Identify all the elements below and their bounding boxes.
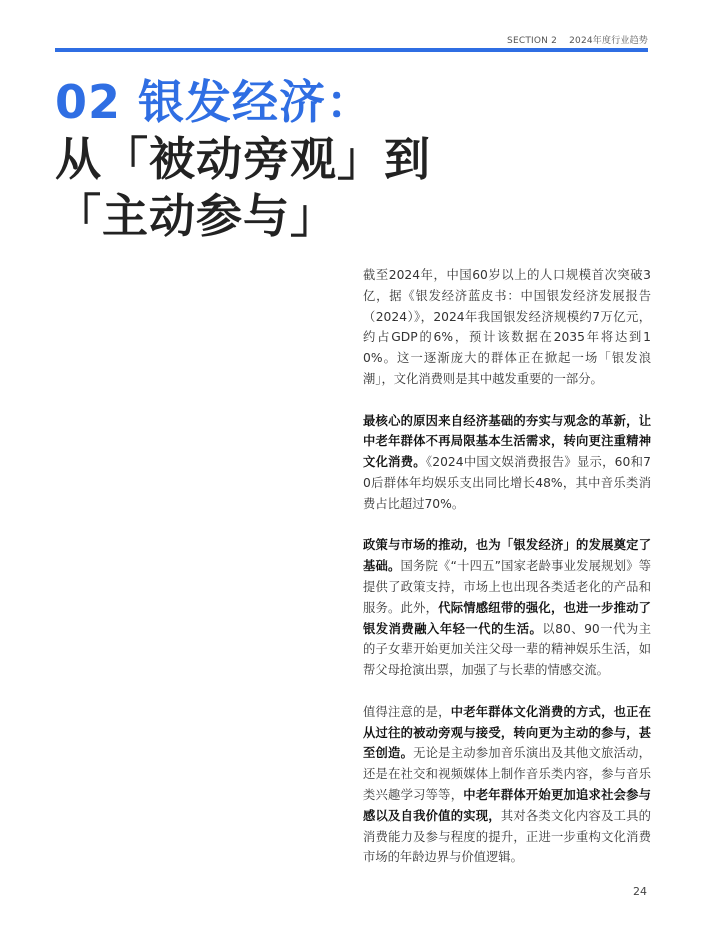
- section-number: 02: [55, 75, 122, 129]
- emphasis-text: 中老年群体开始更加追求社会参与感以及自我价值的实现，: [363, 787, 651, 823]
- paragraph: [363, 535, 651, 681]
- paragraph: [363, 265, 651, 390]
- running-header: [507, 33, 648, 46]
- section-label: SECTION 2: [507, 36, 558, 46]
- body-segment: 《2024中国文娱消费报告》显示，60和70后群体年均娱乐支出同比增长48%，其中音乐类消费占比超过70%。: [363, 455, 651, 511]
- title-line-2: 从「被动旁观」到: [55, 132, 431, 186]
- body-segment: 国务院《“十四五”国家老龄事业发展规划》等提供了政策支持，市场上也出现各类适老化的产品和服务。此外，: [363, 559, 651, 615]
- title-topic: 银发经济：: [138, 75, 374, 129]
- emphasis-text: 最核心的原因来自经济基础的夯实与观念的革新，让中老年群体不再局限基本生活需求，转向更注重精神文化消费。: [363, 413, 651, 470]
- body-segment: 无论是主动参加音乐演出及其他文旅活动，还是在社交和视频媒体上制作音乐类内容，参与音乐类兴趣学习等等，: [363, 746, 651, 802]
- body-segment: 其对各类文化内容及工具的消费能力及参与程度的提升，正进一步重构文化消费市场的年龄边界与价值逻辑。: [363, 808, 651, 865]
- emphasis-text: 代际情感纽带的强化，也进一步推动了银发消费融入年轻一代的生活。: [363, 600, 651, 636]
- page-title: [55, 74, 431, 245]
- title-line-1: [55, 74, 431, 131]
- page-number: 24: [633, 885, 647, 898]
- paragraph: [363, 411, 651, 515]
- body-text: [363, 265, 651, 889]
- body-segment: 以80、90一代为主的子女辈开始更加关注父母一辈的精神娱乐生活，如帮父母抢演出票，加强了与长辈的情感交流。: [363, 621, 651, 678]
- header-subtitle: 2024年度行业趋势: [569, 36, 648, 46]
- body-segment: 截至2024年，中国60岁以上的人口规模首次突破3亿，据《银发经济蓝皮书：中国银发经济发展报告（2024）》，2024年我国银发经济规模约7万亿元，约占GDP的6%，预计该数据在2035年将达到10%。这一逐渐庞大的群体正在掀起一场「银发浪潮」，文化消费则是其中越发重要的一部分。: [363, 268, 651, 386]
- emphasis-text: 中老年群体文化消费的方式，也正在从过往的被动旁观与接受，转向更为主动的参与，甚至创造。: [363, 704, 651, 761]
- emphasis-text: 政策与市场的推动，也为「银发经济」的发展奠定了基础。: [363, 538, 651, 574]
- header-rule: [55, 48, 648, 52]
- paragraph: [363, 702, 651, 868]
- body-segment: 值得注意的是，: [363, 704, 451, 719]
- title-line-3: 「主动参与」: [55, 189, 337, 243]
